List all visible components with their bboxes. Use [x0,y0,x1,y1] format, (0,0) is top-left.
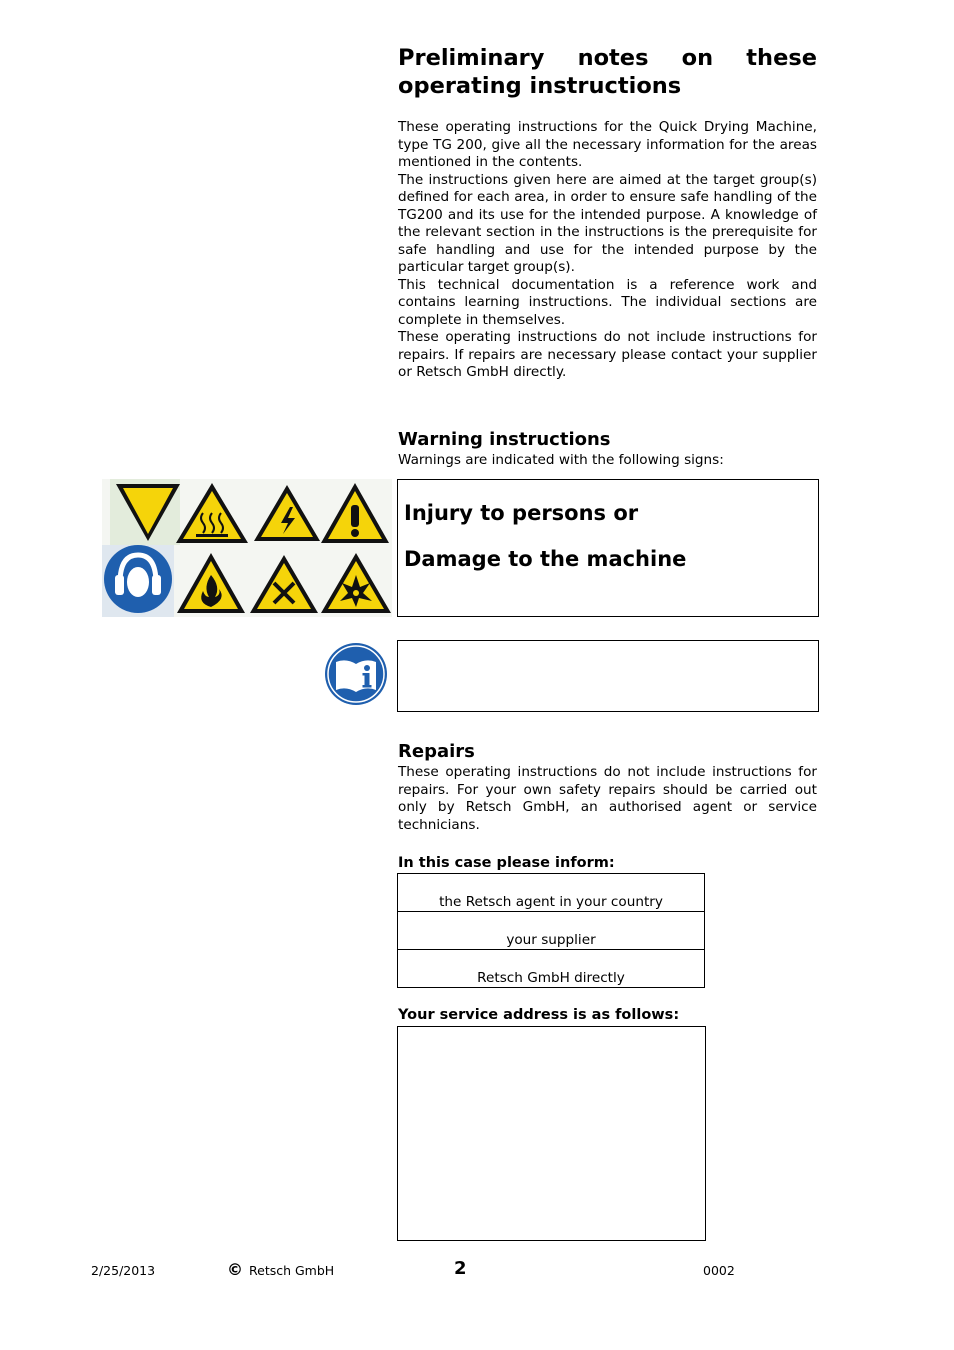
page-title [398,44,817,100]
footer-company: Retsch GmbH [249,1263,335,1278]
repairs-heading: Repairs [398,741,475,762]
page-title-line-2: operating instructions [398,73,682,99]
intro-text [398,119,817,382]
inform-row-label: Retsch GmbH directly [477,970,625,986]
warning-box-line-1: Injury to persons or [404,501,639,525]
page-number: 2 [454,1258,467,1279]
inform-row-label: the Retsch agent in your country [439,894,663,910]
repairs-text: These operating instructions do not include instructions for repairs. For your own safety repairs should be carried out only by Retsch GmbH, an authorised agent or service technicians. [398,764,817,833]
warning-signs-graphic [102,479,392,617]
flammable-icon [177,553,245,613]
intro-paragraph: The instructions given here are aimed at the target group(s) defined for each area, in order to ensure safe handling of the TG200 and its use for the intended purpose. A knowledge of the relevant section in the instructions is the prerequisite for safe handling and use for the intended purpose by the particular target group(s). [398,171,817,275]
warning-box-line-2: Damage to the machine [404,547,687,571]
inform-row [398,874,704,911]
general-warning-icon [321,483,389,543]
ear-protection-icon [102,545,174,617]
info-box [397,640,819,712]
copyright-icon: © [227,1260,243,1279]
electric-voltage-icon [254,485,320,541]
read-manual-icon [324,642,388,706]
footer-date: 2/25/2013 [91,1263,156,1278]
inform-row [398,949,704,987]
warning-box [397,479,819,617]
inform-row [398,911,704,949]
footer-doc-code: 0002 [703,1263,735,1278]
intro-paragraph: These operating instructions for the Quick Drying Machine, type TG 200, give all the necessary information for the areas mentioned in the contents. [398,119,817,170]
inform-heading: In this case please inform: [398,855,615,871]
warning-subtext: Warnings are indicated with the following signs: [398,452,724,468]
warning-heading: Warning instructions [398,429,611,450]
hot-surface-icon [176,483,248,543]
explosive-icon [321,553,391,613]
intro-paragraph: These operating instructions do not include instructions for repairs. If repairs are necessary please contact your supplier or Retsch GmbH directly. [398,329,817,380]
inform-row-label: your supplier [506,932,596,948]
intro-paragraph: This technical documentation is a reference work and contains learning instructions. The individual sections are complete in themselves. [398,276,817,328]
page-title-line-1: Preliminary notes on these [398,45,817,71]
harmful-irritant-icon [250,555,318,613]
service-heading: Your service address is as follows: [398,1007,680,1023]
service-address-box [397,1026,706,1241]
inform-table [397,873,705,988]
warning-signs-panel [102,479,392,617]
